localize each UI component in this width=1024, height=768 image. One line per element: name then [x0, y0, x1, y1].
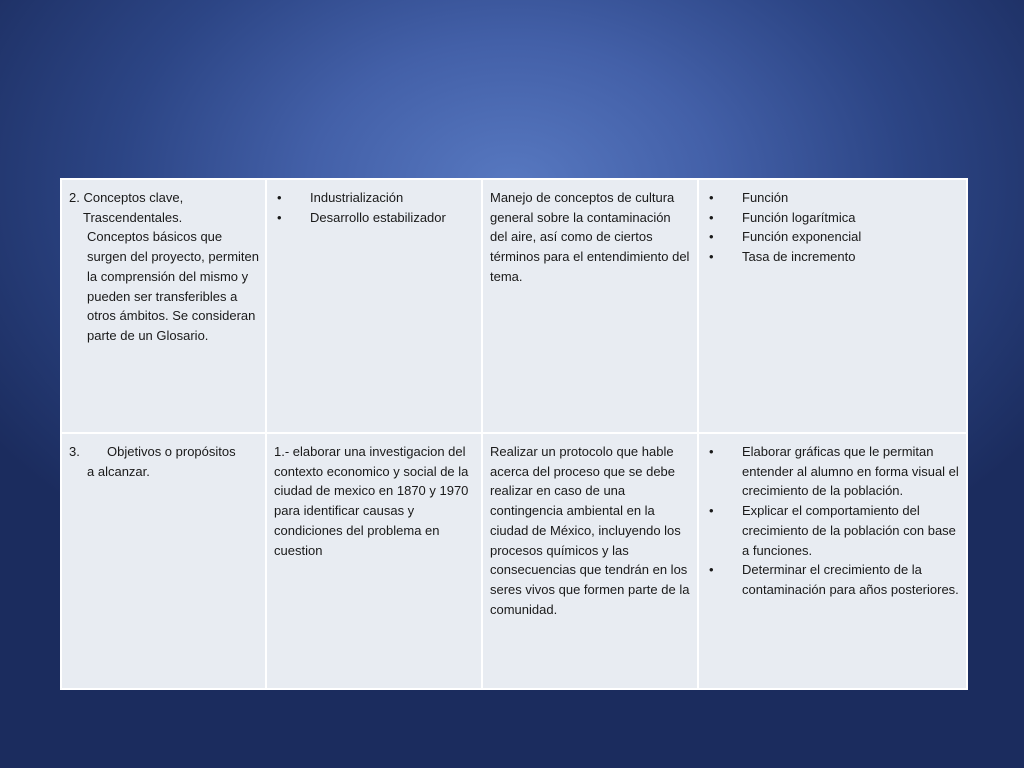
list-item: • Explicar el comportamiento del crecimiento de la población con base a funciones. — [709, 503, 956, 558]
bullet-icon: • — [709, 444, 714, 459]
concepts-text: Manejo de conceptos de cultura general sobre la contaminación del aire, así como de ciertos términos para el entendimiento del tema. — [490, 190, 690, 284]
objectives-heading: Objetivos o propósitos — [107, 444, 236, 459]
concepts-description: Conceptos básicos que surgen del proyecto, permiten la comprensión del mismo y pueden ser transferibles a otros ámbitos. Se consideran parte de un Glosario. — [87, 229, 259, 343]
bullet-icon: • — [709, 562, 714, 578]
list-item: • Elaborar gráficas que le permitan entender al alumno en forma visual el crecimiento de la población. — [709, 444, 959, 499]
concepts-heading: 2. Conceptos clave, — [69, 190, 184, 205]
objectives-research-text: 1.- elaborar una investigacion del contexto economico y social de la ciudad de mexico en 1870 y 1970 para identificar causas y condiciones del problema en cuestion — [274, 444, 469, 558]
objectives-protocol-text: Realizar un protocolo que hable acerca del proceso que se debe realizar en caso de una contingencia ambiental en la ciudad de México, incluyendo los procesos químicos y las consecuencias que tendrán en los seres vivos que formen parte de la comunidad. — [490, 444, 690, 617]
content-table — [60, 178, 968, 690]
bullet-icon: • — [277, 190, 282, 205]
table-row — [61, 433, 967, 689]
list-item: • Función exponencial — [706, 227, 960, 247]
table-row — [61, 179, 967, 433]
bullet-icon: • — [709, 190, 714, 205]
list-item: • Determinar el crecimiento de la contaminación para años posteriores. — [709, 562, 959, 597]
objectives-goals-list — [706, 442, 960, 600]
concepts-heading-cont: Trascendentales. — [83, 209, 183, 225]
table-cell-concepts-text — [482, 179, 698, 433]
concepts-math-list — [706, 188, 960, 267]
list-item: • Función — [706, 188, 960, 208]
objectives-heading-cont: a alcanzar. — [87, 463, 150, 479]
table-cell-objectives-heading — [61, 433, 266, 689]
table-cell-objectives-research — [266, 433, 482, 689]
objectives-heading-line — [69, 442, 259, 462]
objectives-number: 3. — [69, 444, 80, 459]
list-item: • Tasa de incremento — [706, 247, 960, 267]
list-item: • Función logarítmica — [706, 208, 960, 228]
list-item: • Industrialización — [274, 188, 475, 208]
table-cell-concepts-terms — [266, 179, 482, 433]
concepts-terms-list — [274, 188, 475, 227]
table-cell-objectives-protocol — [482, 433, 698, 689]
bullet-icon: • — [709, 503, 714, 519]
table-cell-concepts-heading — [61, 179, 266, 433]
bullet-icon: • — [709, 229, 714, 245]
list-item: • Desarrollo estabilizador — [274, 208, 475, 228]
bullet-icon: • — [709, 209, 714, 225]
bullet-icon: • — [277, 209, 282, 225]
table-cell-objectives-goals — [698, 433, 967, 689]
table-cell-concepts-math — [698, 179, 967, 433]
bullet-icon: • — [709, 249, 714, 265]
